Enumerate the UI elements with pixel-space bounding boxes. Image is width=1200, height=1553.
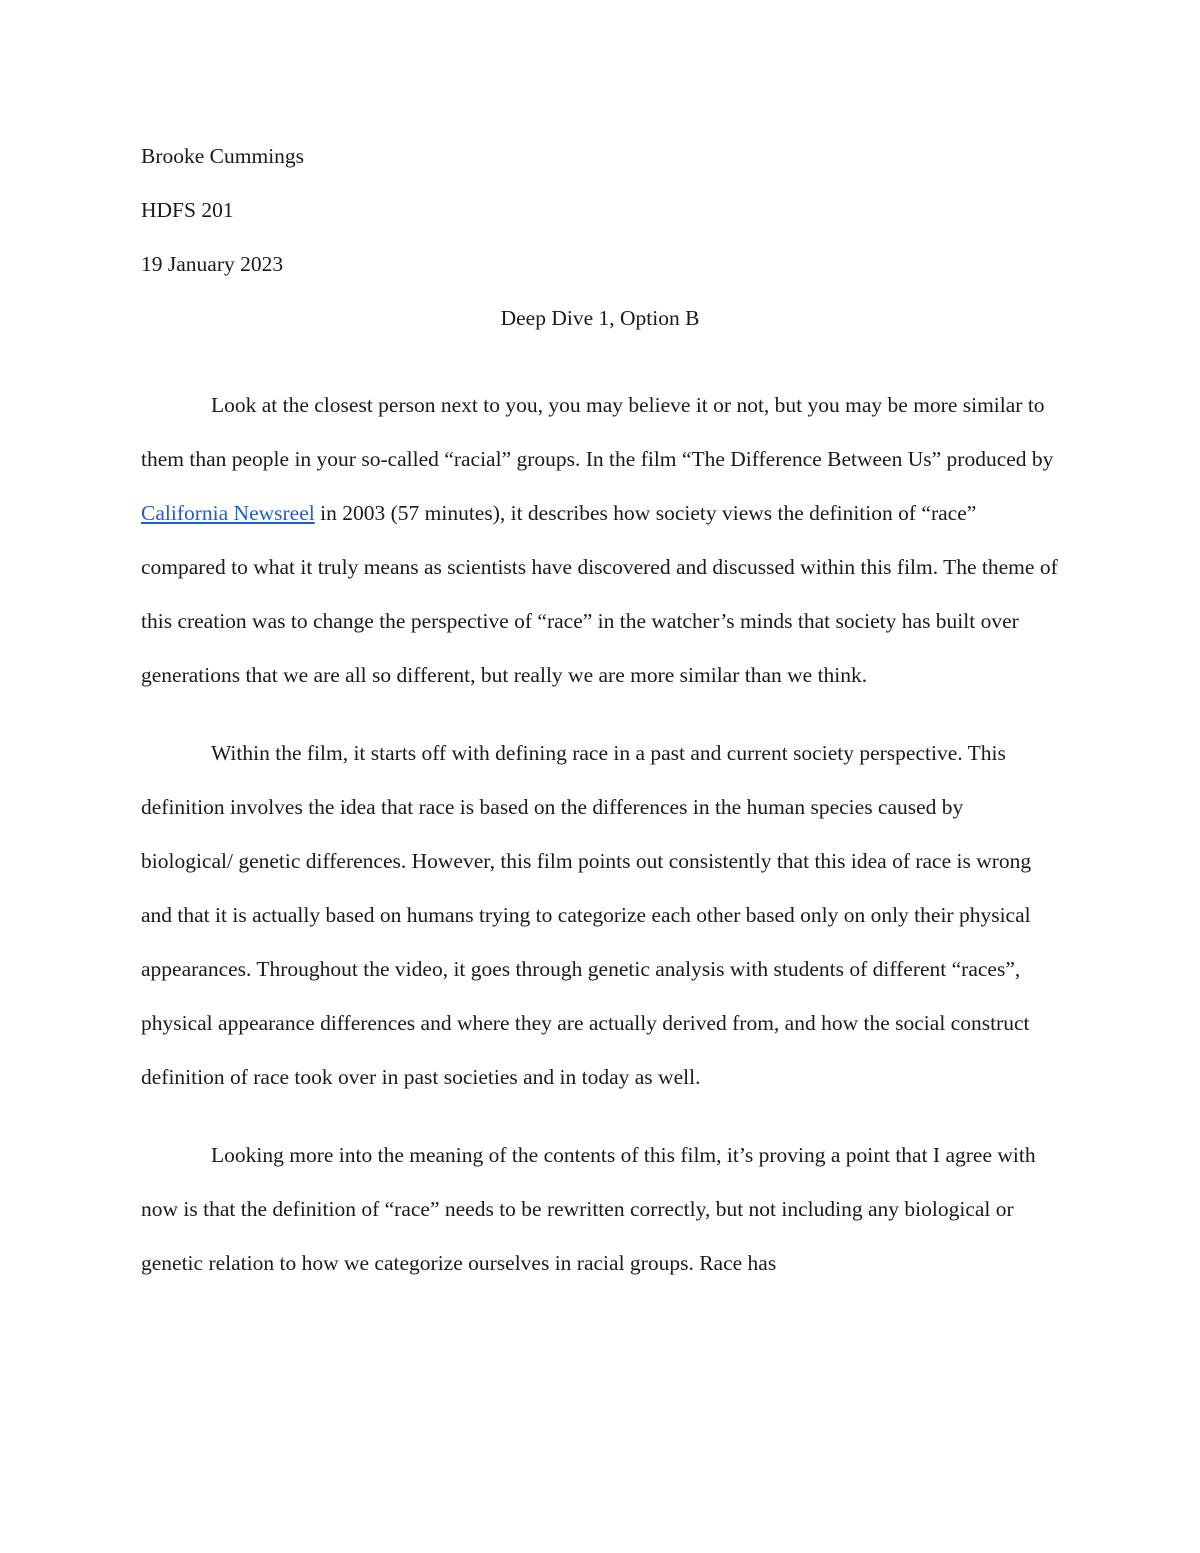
- paragraph-1-text-b: in 2003 (57 minutes), it describes how society views the definition of “race” compared to what it truly means as scientists have discovered and discussed within this film. The theme of this creation was to change the perspective of “race” in the watcher’s minds that society has built over generations that we are all so different, but really we are more similar than we think.: [141, 501, 1058, 687]
- document-date: 19 January 2023: [141, 252, 284, 276]
- paragraph-1-text-a: Look at the closest person next to you, you may believe it or not, but you may be more similar to them than people in your so-called “racial” groups. In the film “The Difference Between Us” produced by: [141, 393, 1054, 471]
- paragraph-3: Looking more into the meaning of the contents of this film, it’s proving a point that I agree with now is that the definition of “race” needs to be rewritten correctly, but not including any biological or genetic relation to how we categorize ourselves in racial groups. Race has: [141, 1143, 1036, 1275]
- paragraph-1: [141, 378, 1059, 702]
- course-code: HDFS 201: [141, 198, 234, 222]
- author-name: Brooke Cummings: [141, 144, 305, 168]
- paragraph-2: Within the film, it starts off with defining race in a past and current society perspective. This definition involves the idea that race is based on the differences in the human species caused by biological/ genetic differences. However, this film points out consistently that this idea of race is wrong and that it is actually based on humans trying to categorize each other based only on only their physical appearances. Throughout the video, it goes through genetic analysis with students of different “races”, physical appearance differences and where they are actually derived from, and how the social construct definition of race took over in past societies and in today as well.: [141, 741, 1032, 1089]
- california-newsreel-link[interactable]: California Newsreel: [141, 501, 315, 525]
- document-title: Deep Dive 1, Option B: [500, 306, 700, 330]
- document-body: [141, 138, 1059, 1314]
